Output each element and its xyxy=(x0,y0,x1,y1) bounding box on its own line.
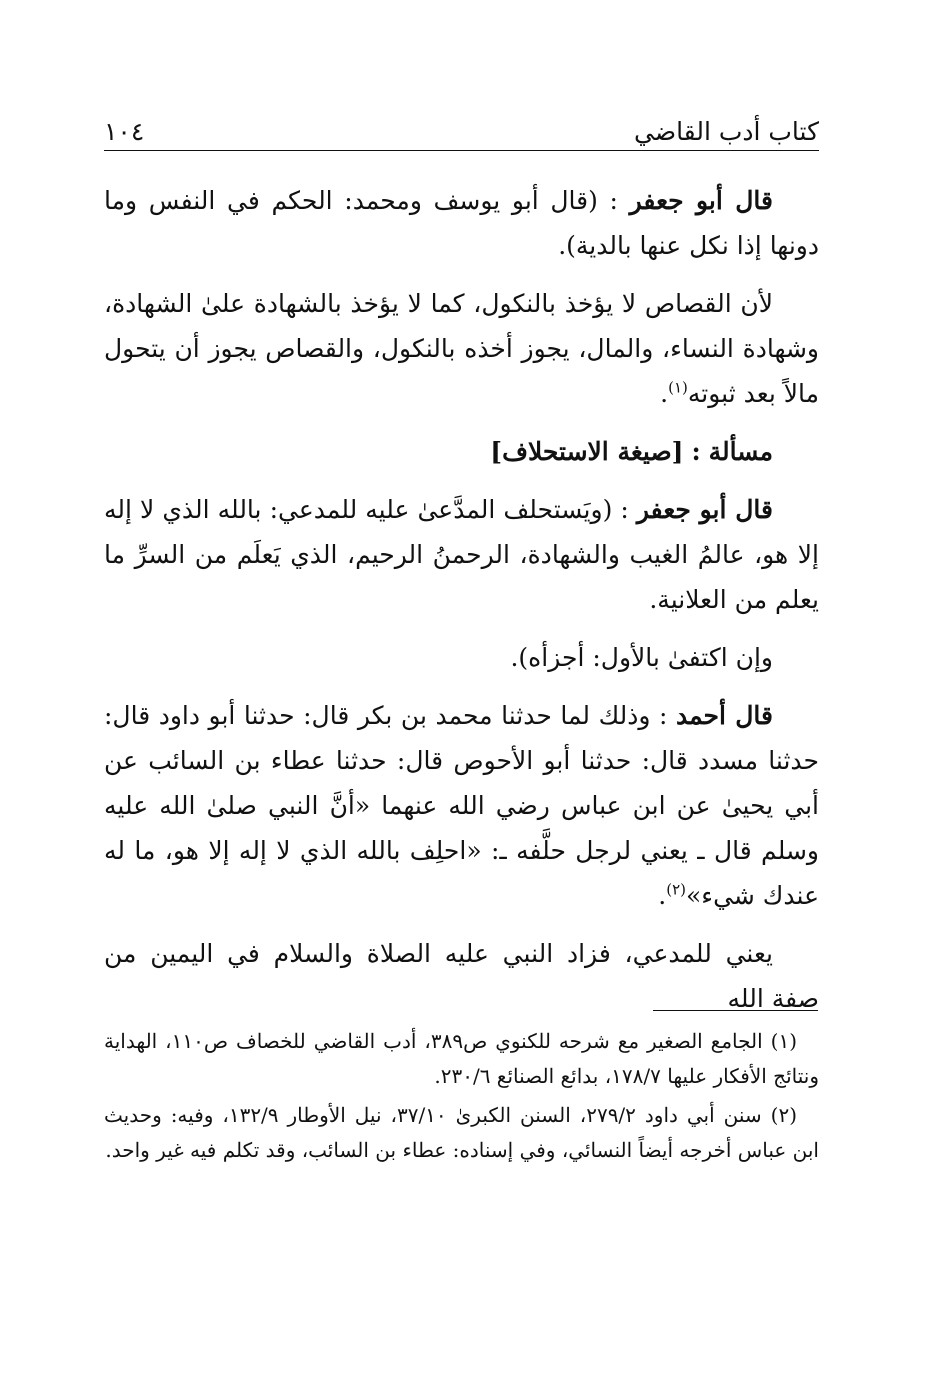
heading-sep: : xyxy=(691,437,701,466)
footnotes xyxy=(104,1024,819,1172)
header-rule xyxy=(104,150,819,151)
heading-label: مسألة xyxy=(708,437,773,466)
paragraph-end: . xyxy=(658,881,667,910)
paragraph-6 xyxy=(104,931,819,1021)
paragraph-text: وإن اكتفىٰ بالأول: أجزأه). xyxy=(510,643,773,672)
speaker-label: قال أبو جعفر xyxy=(629,186,773,215)
paragraph-1 xyxy=(104,178,819,268)
page-header xyxy=(104,100,819,146)
paragraph-4 xyxy=(104,635,819,680)
speaker-label: قال أبو جعفر xyxy=(636,495,774,524)
footnote-ref: (١) xyxy=(668,378,688,397)
paragraph-5 xyxy=(104,693,819,918)
paragraph-end: . xyxy=(660,379,669,408)
paragraph-text: : (قال أبو يوسف ومحمد: الحكم في النفس وما دونها إذا نكل عنها بالدية). xyxy=(104,186,819,260)
main-text xyxy=(104,178,819,1034)
paragraph-text: لأن القصاص لا يؤخذ بالنكول، كما لا يؤخذ بالشهادة علىٰ الشهادة، وشهادة النساء، والمال، يجوز أخذه بالنكول، والقصاص يجوز أن يتحول مالاً بعد ثبوته xyxy=(104,289,819,408)
footnote-1: (١) الجامع الصغير مع شرحه للكنوي ص٣٨٩، أدب القاضي للخصاف ص١١٠، الهداية ونتائج الأفكار عليها ١٧٨/٧، بدائع الصنائع ٢٣٠/٦. xyxy=(104,1029,819,1088)
section-heading xyxy=(104,429,819,474)
running-title: كتاب أدب القاضي xyxy=(634,117,819,146)
footnote-rule xyxy=(653,1010,818,1011)
paragraph-3 xyxy=(104,487,819,622)
footnote-ref: (٢) xyxy=(666,880,687,899)
paragraph-text: : وذلك لما حدثنا محمد بن بكر قال: حدثنا أبو داود قال: حدثنا مسدد قال: حدثنا أبو الأحوص قال: حدثنا عطاء بن السائب عن أبي يحيىٰ عن ابن عباس رضي الله عنهما «أنَّ النبي صلىٰ الله عليه وسلم قال ـ يعني لرجل حلَّفه ـ: «احلِف بالله الذي لا إله إلا هو، ما له عندك شيء» xyxy=(104,701,819,910)
paragraph-2 xyxy=(104,281,819,416)
footnote-2: (٢) سنن أبي داود ٢٧٩/٢، السنن الكبرىٰ ٣٧/١٠، نيل الأوطار ١٣٢/٩، وفيه: وحديث ابن عباس أخرجه أيضاً النسائي، وفي إسناده: عطاء بن السائب، وقد تكلم فيه غير واحد. xyxy=(104,1103,819,1162)
paragraph-text: يعني للمدعي، فزاد النبي عليه الصلاة والسلام في اليمين من صفة الله xyxy=(104,939,819,1013)
page-number: ١٠٤ xyxy=(104,117,145,146)
paragraph-text: : (ويَستحلف المدَّعىٰ عليه للمدعي: بالله الذي لا إله إلا هو، عالمُ الغيب والشهادة، الرحمنُ الرحيم، الذي يَعلَم من السرِّ ما يعلم من العلانية. xyxy=(104,495,819,614)
heading-title: [صيغة الاستحلاف] xyxy=(490,437,684,466)
speaker-label: قال أحمد xyxy=(675,701,773,730)
